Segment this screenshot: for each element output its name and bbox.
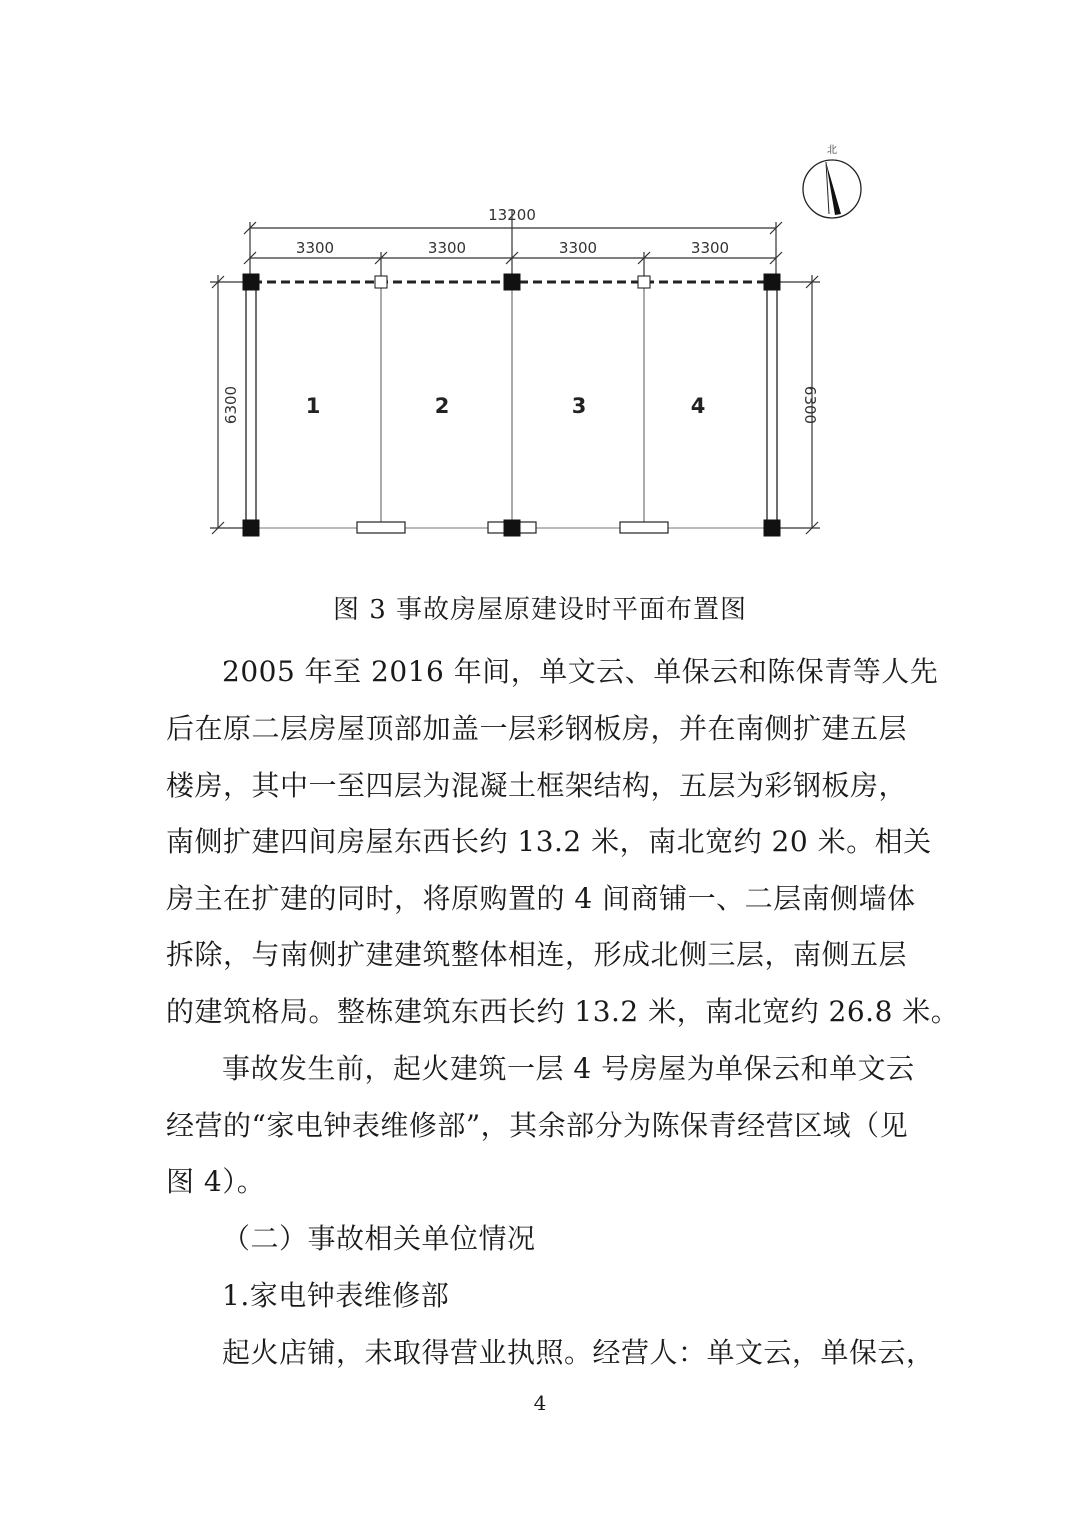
paragraph-line: 南侧扩建四间房屋东西长约 13.2 米，南北宽约 20 米。相关 — [166, 825, 932, 858]
page-number: 4 — [533, 1391, 547, 1415]
bay-width-label: 3300 — [427, 239, 467, 257]
paragraph-line: 经营的“家电钟表维修部”，其余部分为陈保青经营区域（见 — [166, 1109, 909, 1142]
north-arrow-icon — [803, 144, 861, 218]
overall-width-label: 13200 — [488, 206, 536, 224]
paragraph-line: 事故发生前，起火建筑一层 4 号房屋为单保云和单文云 — [222, 1052, 915, 1085]
subheading: 1.家电钟表维修部 — [222, 1279, 450, 1312]
room-number: 1 — [305, 394, 321, 418]
paragraph-line: 拆除，与南侧扩建建筑整体相连，形成北侧三层，南侧五层 — [166, 938, 908, 971]
room-number: 3 — [571, 394, 587, 418]
paragraph-line: 的建筑格局。整栋建筑东西长约 13.2 米，南北宽约 26.8 米。 — [166, 995, 960, 1028]
bay-width-label: 3300 — [295, 239, 335, 257]
north-mark: 北 — [827, 145, 837, 156]
paragraph-line: 房主在扩建的同时，将原购置的 4 间商铺一、二层南侧墙体 — [166, 882, 916, 915]
paragraph-line: 起火店铺，未取得营业执照。经营人：单文云，单保云， — [222, 1336, 935, 1369]
room-number: 2 — [434, 394, 450, 418]
side-dimensions — [210, 275, 820, 534]
paragraph-line: 图 4）。 — [166, 1165, 266, 1198]
depth-right-label: 6300 — [801, 385, 819, 425]
figure-caption: 图 3 事故房屋原建设时平面布置图 — [332, 595, 748, 625]
paragraph-line: 楼房，其中一至四层为混凝土框架结构，五层为彩钢板房， — [166, 769, 908, 802]
bay-width-label: 3300 — [558, 239, 598, 257]
paragraph-line: 后在原二层房屋顶部加盖一层彩钢板房，并在南侧扩建五层 — [166, 712, 908, 745]
room-number: 4 — [690, 394, 706, 418]
paragraph-line: 2005 年至 2016 年间，单文云、单保云和陈保青等人先 — [222, 655, 939, 688]
section-heading: （二）事故相关单位情况 — [222, 1222, 536, 1255]
depth-left-label: 6300 — [222, 385, 240, 425]
floor-plan-figure — [0, 0, 1080, 570]
bay-width-label: 3300 — [690, 239, 730, 257]
